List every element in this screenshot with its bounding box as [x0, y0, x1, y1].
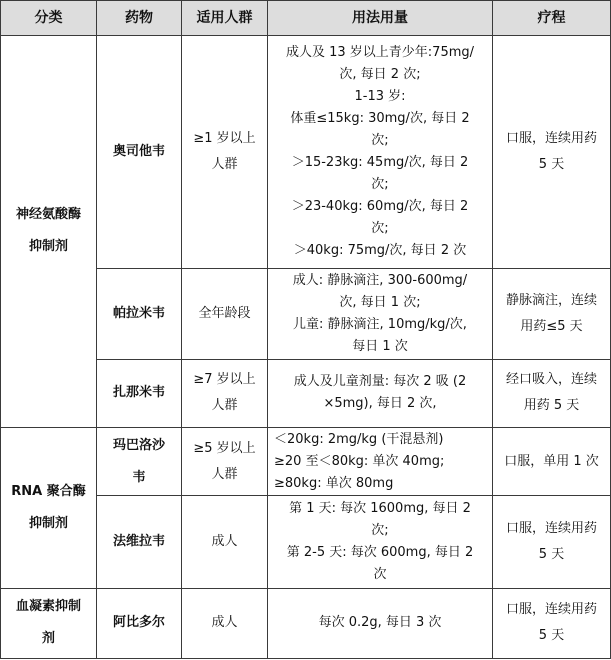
- course-cell: [493, 269, 611, 359]
- usage-text: 次;: [371, 522, 389, 538]
- header-drug: 药物: [97, 1, 182, 36]
- population-text: 成人: [211, 615, 238, 631]
- course-cell: [493, 36, 611, 269]
- course-cell: [493, 427, 611, 495]
- usage-cell: [268, 588, 493, 658]
- usage-text: 成人及 13 岁以上青少年:75mg/: [285, 45, 475, 61]
- population-text: 全年龄段: [198, 305, 251, 321]
- drug-name: 阿比多尔: [112, 615, 165, 631]
- category-cell-hemagglutinin: [1, 588, 97, 658]
- population-text: ≥7 岁以上: [193, 372, 256, 388]
- usage-text: ＞40kg: 75mg/次, 每日 2 次: [293, 243, 467, 259]
- drug-name: 法维拉韦: [112, 533, 165, 549]
- usage-text: 成人及儿童剂量: 每次 2 吸 (2: [293, 374, 467, 390]
- population-text: ≥1 岁以上: [193, 131, 256, 147]
- course-text: 口服，连续用药: [505, 131, 597, 147]
- usage-text: 成人: 静脉滴注, 300-600mg/: [292, 272, 468, 288]
- drug-cell: [97, 427, 182, 495]
- course-text: 经口吸入，连续: [505, 372, 597, 388]
- category-cell-rna-polymerase: [1, 427, 97, 588]
- course-text: 5 天: [538, 157, 565, 173]
- drug-name: 玛巴洛沙: [112, 437, 165, 453]
- usage-text: 第 1 天: 每次 1600mg, 每日 2: [289, 500, 471, 516]
- course-cell: [493, 588, 611, 658]
- course-text: 静脉滴注，连续: [505, 292, 597, 308]
- header-category: 分类: [1, 1, 97, 36]
- course-cell: [493, 359, 611, 427]
- usage-text: ≥20 至＜80kg: 单次 40mg;: [274, 453, 445, 469]
- drug-name: 韦: [132, 469, 146, 485]
- header-usage: 用法用量: [268, 1, 493, 36]
- drug-cell: [97, 588, 182, 658]
- course-text: 5 天: [538, 628, 565, 644]
- drug-cell: [97, 496, 182, 588]
- usage-text: 次;: [371, 177, 389, 193]
- population-cell: [182, 588, 268, 658]
- usage-text: ＞15-23kg: 45mg/次, 每日 2: [291, 155, 469, 171]
- drug-name: 帕拉米韦: [112, 305, 165, 321]
- course-text: 口服，连续用药: [505, 602, 597, 618]
- usage-text: ≥80kg: 单次 80mg: [274, 475, 394, 491]
- population-text: 人群: [211, 466, 238, 482]
- header-course: 疗程: [493, 1, 611, 36]
- population-text: 成人: [211, 533, 238, 549]
- category-text: 神经氨酸酶: [15, 207, 81, 223]
- usage-text: 第 2-5 天: 每次 600mg, 每日 2: [286, 544, 474, 560]
- usage-text: 体重≤15kg: 30mg/次, 每日 2: [290, 111, 470, 127]
- drug-cell: [97, 359, 182, 427]
- usage-text: ＞23-40kg: 60mg/次, 每日 2: [291, 199, 469, 215]
- drug-cell: [97, 36, 182, 269]
- usage-text: 儿童: 静脉滴注, 10mg/kg/次,: [293, 316, 467, 332]
- usage-text: 每日 1 次: [352, 338, 408, 354]
- category-text: 抑制剂: [28, 515, 68, 531]
- population-text: 人群: [211, 157, 238, 173]
- usage-cell: [268, 269, 493, 359]
- usage-cell: [268, 36, 493, 269]
- usage-text: 次: [373, 566, 387, 582]
- table-row: [1, 36, 611, 269]
- usage-text: 次;: [371, 221, 389, 237]
- course-text: 用药 5 天: [523, 398, 580, 414]
- category-cell-neuraminidase: [1, 36, 97, 428]
- usage-text: ＜20kg: 2mg/kg (干混悬剂): [274, 431, 444, 447]
- header-population: 适用人群: [182, 1, 268, 36]
- header-row: [1, 1, 611, 36]
- usage-text: ×5mg), 每日 2 次,: [323, 396, 437, 412]
- usage-text: 1-13 岁:: [354, 89, 406, 105]
- usage-cell: [268, 496, 493, 588]
- population-cell: [182, 496, 268, 588]
- usage-cell: [268, 427, 493, 495]
- table-row: [1, 588, 611, 658]
- category-text: 血凝素抑制: [15, 599, 81, 615]
- drug-name: 奥司他韦: [112, 144, 165, 160]
- category-text: RNA 聚合酶: [11, 483, 86, 499]
- table-row: [1, 427, 611, 495]
- course-text: 口服，连续用药: [505, 520, 597, 536]
- population-cell: [182, 36, 268, 269]
- course-text: 用药≤5 天: [520, 318, 583, 334]
- population-cell: [182, 269, 268, 359]
- population-cell: [182, 427, 268, 495]
- course-text: 口服，单用 1 次: [504, 453, 599, 469]
- category-text: 剂: [41, 631, 55, 647]
- usage-text: 次, 每日 2 次;: [339, 67, 421, 83]
- usage-text: 次, 每日 1 次;: [339, 294, 421, 310]
- population-text: 人群: [211, 398, 238, 414]
- population-cell: [182, 359, 268, 427]
- usage-text: 次;: [371, 133, 389, 149]
- drug-name: 扎那米韦: [112, 385, 165, 401]
- course-text: 5 天: [538, 546, 565, 562]
- usage-text: 每次 0.2g, 每日 3 次: [318, 615, 442, 631]
- usage-cell: [268, 359, 493, 427]
- category-text: 抑制剂: [28, 239, 68, 255]
- drug-cell: [97, 269, 182, 359]
- population-text: ≥5 岁以上: [193, 440, 256, 456]
- course-cell: [493, 496, 611, 588]
